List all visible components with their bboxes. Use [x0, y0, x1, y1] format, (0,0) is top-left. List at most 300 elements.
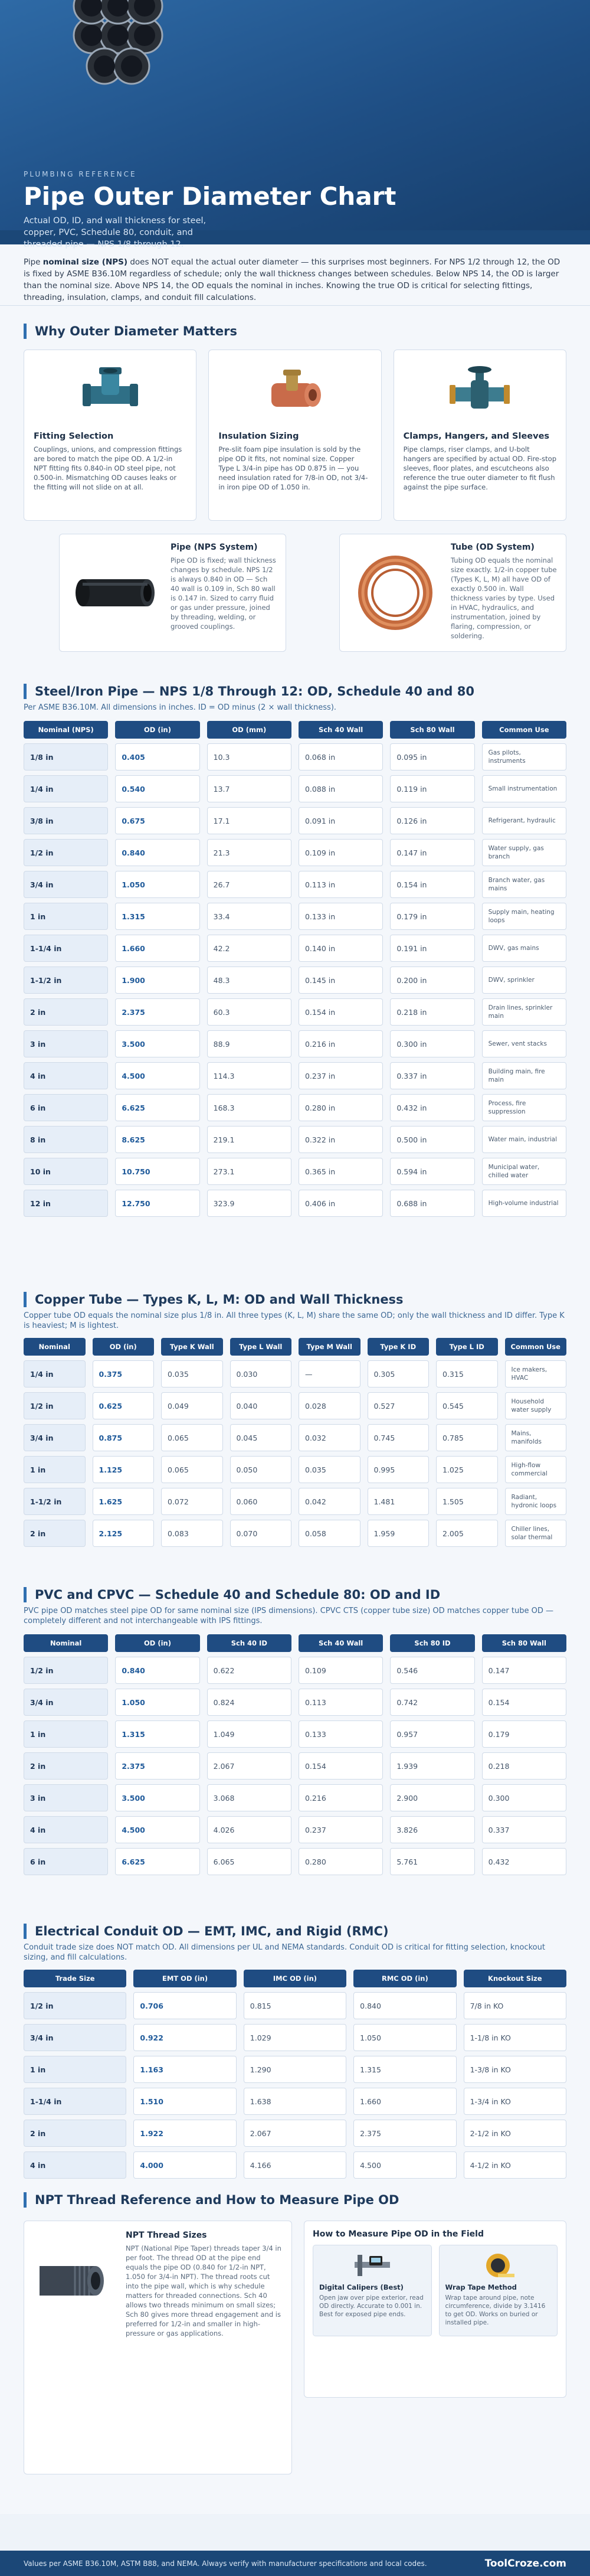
column-header: Sch 40 Wall: [299, 721, 383, 739]
npt-thread-text: NPT (National Pipe Taper) threads taper 3/4 in per foot. The thread OD at the pipe end equals the pipe OD (0.840 for 1/2-in NPT, 1.050 for 3/4-in NPT). The thread roots cut into the pipe wall, which is why schedule matters for threaded connections. Sch 40 allows two threads minimum on small sizes; Sch 80 gives more thread engagement and is preferred for 1/2-in and smaller in high-pressure or gas applications.: [126, 2244, 281, 2337]
table-cell: 2 in: [24, 1520, 86, 1547]
table-cell: 0.300 in: [390, 1030, 474, 1057]
table-row: [24, 1520, 566, 1547]
table-cell: 0.154 in: [299, 998, 383, 1026]
table-cell: Building main, fire main: [482, 1062, 566, 1089]
table-cell: Refrigerant, hydraulic: [482, 807, 566, 834]
table-cell: 0.218 in: [390, 998, 474, 1026]
table-cell: 60.3: [207, 998, 291, 1026]
table-cell: 0.922: [133, 2024, 236, 2051]
table-cell: 0.179 in: [390, 903, 474, 930]
conduit-section: [0, 1906, 590, 2180]
table-cell: 1/8 in: [24, 743, 108, 770]
measure-od-card: [304, 2221, 566, 2398]
table-cell: 0.675: [115, 807, 199, 834]
table-cell: 0.706: [133, 1992, 236, 2019]
table-cell: 0.375: [93, 1360, 155, 1387]
table-row: [24, 807, 566, 834]
table-cell: Sewer, vent stacks: [482, 1030, 566, 1057]
table-cell: 48.3: [207, 967, 291, 994]
table-cell: —: [299, 1360, 360, 1387]
table-cell: 0.540: [115, 775, 199, 802]
card-tube-od: Tube (OD System) Tubing OD equals the nominal size exactly. 1/2-in copper tube (Types K, L, M) all have OD of exactly 0.500 in. Wall thickness varies by type. Used in HVAC, hydraulics, and instrumentation, joined by flaring, compression, or soldering.: [339, 534, 566, 652]
table-cell: Water main, industrial: [482, 1126, 566, 1153]
table-cell: 0.154: [482, 1689, 566, 1716]
table-cell: 1.959: [368, 1520, 430, 1547]
table-cell: 1.125: [93, 1456, 155, 1483]
table-cell: 12.750: [115, 1190, 199, 1217]
table-cell: 42.2: [207, 935, 291, 962]
table-cell: 0.042: [299, 1488, 360, 1515]
table-cell: 4 in: [24, 1816, 108, 1843]
table-cell: 1-1/2 in: [24, 1488, 86, 1515]
table-cell: 0.840: [353, 1992, 456, 2019]
table-cell: 0.154: [299, 1752, 383, 1780]
table-cell: 0.218: [482, 1752, 566, 1780]
table-cell: 0.147: [482, 1657, 566, 1684]
table-row: [24, 1456, 566, 1483]
tool-digital-calipers: Digital Calipers (Best) Open jaw over pipe exterior, read OD directly. Accurate to 0.001 in. Best for exposed pipe ends.: [313, 2245, 432, 2336]
table-cell: 0.995: [368, 1456, 430, 1483]
table-cell: 4.166: [244, 2151, 346, 2179]
table-cell: 3.500: [115, 1784, 199, 1811]
footer-brand[interactable]: ToolCroze.com: [484, 2557, 566, 2570]
table-cell: 1.922: [133, 2120, 236, 2147]
table-cell: 0.113: [299, 1689, 383, 1716]
eyebrow-label: PLUMBING REFERENCE: [24, 170, 137, 178]
table-row: [24, 903, 566, 930]
table-row: [24, 775, 566, 802]
steel-pipe-section: [0, 672, 590, 1286]
table-cell: 5.761: [390, 1848, 474, 1875]
table-cell: Process, fire suppression: [482, 1094, 566, 1121]
table-cell: 1.660: [353, 2088, 456, 2115]
section-title-steel: Steel/Iron Pipe — NPS 1/8 Through 12: OD, Schedule 40 and 80: [24, 684, 566, 699]
table-cell: 0.035: [299, 1456, 360, 1483]
table-cell: 0.785: [436, 1424, 498, 1451]
table-cell: 2-1/2 in KO: [464, 2120, 566, 2147]
table-row: [24, 2120, 566, 2147]
copper-tube-table: [17, 1333, 573, 1552]
column-header: Nominal: [24, 1634, 108, 1652]
table-cell: 1.029: [244, 2024, 346, 2051]
table-cell: 0.065: [161, 1424, 223, 1451]
table-header-row: [24, 1338, 566, 1356]
table-cell: 0.058: [299, 1520, 360, 1547]
copper-tube-section: [0, 1286, 590, 1575]
measure-od-title: How to Measure Pipe OD in the Field: [313, 2229, 484, 2239]
table-row: [24, 998, 566, 1026]
table-cell: 0.028: [299, 1392, 360, 1419]
table-cell: 0.315: [436, 1360, 498, 1387]
table-row: [24, 2151, 566, 2179]
table-cell: 0.216 in: [299, 1030, 383, 1057]
table-cell: 1.315: [353, 2056, 456, 2083]
table-cell: 1.315: [115, 1720, 199, 1748]
table-cell: 0.625: [93, 1392, 155, 1419]
table-row: [24, 1030, 566, 1057]
table-row: [24, 1752, 566, 1780]
column-header: Type L Wall: [230, 1338, 292, 1356]
table-cell: 0.133 in: [299, 903, 383, 930]
card-pipe-nps: Pipe (NPS System) Pipe OD is fixed; wall thickness changes by schedule. NPS 1/2 is always 0.840 in OD — Sch 40 wall is 0.109 in, Sch 80 wall is 0.147 in. Sized to carry fluid or gas under pressure, joined by threading, welding, or grooved couplings.: [59, 534, 286, 652]
table-cell: DWV, gas mains: [482, 935, 566, 962]
table-cell: 6.625: [115, 1848, 199, 1875]
table-cell: 0.305: [368, 1360, 430, 1387]
table-cell: 3/4 in: [24, 1424, 86, 1451]
table-cell: 1 in: [24, 1456, 86, 1483]
table-cell: 1.049: [207, 1720, 291, 1748]
table-cell: 2.375: [115, 1752, 199, 1780]
table-row: [24, 1392, 566, 1419]
table-cell: Radiant, hydronic loops: [505, 1488, 567, 1515]
section-title-why: Why Outer Diameter Matters: [24, 324, 566, 339]
table-cell: 1.510: [133, 2088, 236, 2115]
table-cell: 3/8 in: [24, 807, 108, 834]
hero-banner: [0, 0, 590, 249]
table-cell: 21.3: [207, 839, 291, 866]
table-cell: 1.050: [353, 2024, 456, 2051]
table-cell: 0.337: [482, 1816, 566, 1843]
table-cell: 13.7: [207, 775, 291, 802]
table-cell: 0.091 in: [299, 807, 383, 834]
table-row: [24, 1720, 566, 1748]
table-cell: 2.067: [207, 1752, 291, 1780]
table-cell: 0.688 in: [390, 1190, 474, 1217]
npt-thread-title: NPT Thread Sizes: [126, 2231, 207, 2240]
table-row: [24, 1062, 566, 1089]
table-cell: 33.4: [207, 903, 291, 930]
table-cell: 2 in: [24, 2120, 126, 2147]
column-header: Sch 80 Wall: [390, 721, 474, 739]
table-cell: 1-3/4 in KO: [464, 2088, 566, 2115]
table-cell: 2.375: [353, 2120, 456, 2147]
table-cell: 1.900: [115, 967, 199, 994]
table-cell: 0.140 in: [299, 935, 383, 962]
tape-measure-icon: [445, 2251, 552, 2280]
section-title-conduit: Electrical Conduit OD — EMT, IMC, and Rigid (RMC): [24, 1924, 566, 1939]
footer-note: Values per ASME B36.10M, ASTM B88, and NEMA. Always verify with manufacturer specifications and local codes.: [24, 2559, 427, 2568]
table-cell: 0.280 in: [299, 1094, 383, 1121]
table-cell: 0.035: [161, 1360, 223, 1387]
table-cell: 2 in: [24, 1752, 108, 1780]
table-row: [24, 839, 566, 866]
table-cell: 219.1: [207, 1126, 291, 1153]
table-cell: 0.109 in: [299, 839, 383, 866]
table-cell: 1.050: [115, 871, 199, 898]
column-header: RMC OD (in): [353, 1970, 456, 1987]
table-cell: 1-1/4 in: [24, 2088, 126, 2115]
table-cell: 0.322 in: [299, 1126, 383, 1153]
table-cell: 1.660: [115, 935, 199, 962]
pvc-table: [17, 1630, 573, 1880]
column-header: Type M Wall: [299, 1338, 360, 1356]
section-subtitle-pvc: PVC pipe OD matches steel pipe OD for same nominal size (IPS dimensions). CPVC CTS (copper tube size) OD matches copper tube OD — completely different and not interchangeable with IPS fittings.: [24, 1607, 553, 1625]
table-cell: 12 in: [24, 1190, 108, 1217]
table-cell: 88.9: [207, 1030, 291, 1057]
table-cell: 26.7: [207, 871, 291, 898]
table-cell: 1.481: [368, 1488, 430, 1515]
table-row: [24, 1424, 566, 1451]
steel-pipe-table: [17, 716, 573, 1222]
table-cell: 17.1: [207, 807, 291, 834]
table-cell: 0.095 in: [390, 743, 474, 770]
table-cell: 6.625: [115, 1094, 199, 1121]
calipers-icon: [319, 2251, 425, 2280]
page-title: Pipe Outer Diameter Chart: [24, 182, 396, 211]
table-row: [24, 1784, 566, 1811]
column-header: Sch 40 Wall: [299, 1634, 383, 1652]
table-cell: 0.840: [115, 1657, 199, 1684]
table-cell: 2.005: [436, 1520, 498, 1547]
table-row: [24, 1848, 566, 1875]
table-cell: 4.500: [353, 2151, 456, 2179]
table-cell: 1.315: [115, 903, 199, 930]
section-title-pvc: PVC and CPVC — Schedule 40 and Schedule 80: OD and ID: [24, 1587, 566, 1602]
column-header: Nominal (NPS): [24, 721, 108, 739]
table-cell: 1/2 in: [24, 1992, 126, 2019]
table-cell: 3/4 in: [24, 2024, 126, 2051]
table-cell: 0.045: [230, 1424, 292, 1451]
table-cell: 0.049: [161, 1392, 223, 1419]
section-title-npt: NPT Thread Reference and How to Measure Pipe OD: [24, 2192, 566, 2208]
table-cell: 1-1/8 in KO: [464, 2024, 566, 2051]
table-cell: 0.280: [299, 1848, 383, 1875]
black-pipe-icon: [68, 543, 162, 643]
card-fitting-selection: Fitting Selection Couplings, unions, and compression fittings are bored to match the pipe OD. A 1/2-in NPT fitting fits 0.840-in OD steel pipe, not 0.500-in. Mismatching OD causes leaks or the fitting will not slide on at all.: [24, 350, 196, 521]
column-header: Sch 80 ID: [390, 1634, 474, 1652]
table-row: [24, 1488, 566, 1515]
table-cell: 2 in: [24, 998, 108, 1026]
table-cell: 4.500: [115, 1816, 199, 1843]
table-cell: 0.113 in: [299, 871, 383, 898]
table-cell: 0.594 in: [390, 1158, 474, 1185]
insulated-pipe-icon: [218, 360, 371, 425]
table-cell: 6 in: [24, 1848, 108, 1875]
table-cell: 2.067: [244, 2120, 346, 2147]
pipe-stack-illustration: [59, 0, 177, 100]
table-cell: Drain lines, sprinkler main: [482, 998, 566, 1026]
table-cell: Small instrumentation: [482, 775, 566, 802]
table-cell: 10 in: [24, 1158, 108, 1185]
copper-coil-icon: [348, 543, 442, 643]
table-cell: 6 in: [24, 1094, 108, 1121]
table-cell: 0.742: [390, 1689, 474, 1716]
column-header: OD (in): [115, 721, 199, 739]
column-header: Nominal: [24, 1338, 86, 1356]
table-cell: 114.3: [207, 1062, 291, 1089]
table-cell: 1.625: [93, 1488, 155, 1515]
table-cell: 4 in: [24, 2151, 126, 2179]
npt-thread-card: [24, 2221, 292, 2474]
table-cell: 3/4 in: [24, 871, 108, 898]
table-cell: 1/4 in: [24, 775, 108, 802]
table-row: [24, 935, 566, 962]
table-cell: Water supply, gas branch: [482, 839, 566, 866]
table-cell: 1/2 in: [24, 1657, 108, 1684]
table-cell: 0.500 in: [390, 1126, 474, 1153]
table-cell: 0.109: [299, 1657, 383, 1684]
column-header: Type K ID: [368, 1338, 430, 1356]
table-cell: 273.1: [207, 1158, 291, 1185]
conduit-table: [17, 1965, 573, 2183]
table-cell: 0.065: [161, 1456, 223, 1483]
valve-fitting-icon: [404, 360, 556, 425]
table-row: [24, 1689, 566, 1716]
table-cell: 0.179: [482, 1720, 566, 1748]
table-cell: 0.957: [390, 1720, 474, 1748]
table-cell: Supply main, heating loops: [482, 903, 566, 930]
table-cell: 10.750: [115, 1158, 199, 1185]
intro-highlight: nominal size (NPS): [42, 257, 128, 267]
table-cell: 0.088 in: [299, 775, 383, 802]
table-cell: Household water supply: [505, 1392, 567, 1419]
table-cell: 1.163: [133, 2056, 236, 2083]
table-cell: 0.365 in: [299, 1158, 383, 1185]
column-header: OD (in): [115, 1634, 199, 1652]
table-cell: 0.337 in: [390, 1062, 474, 1089]
table-cell: 0.119 in: [390, 775, 474, 802]
table-cell: 2.125: [93, 1520, 155, 1547]
table-cell: 3.068: [207, 1784, 291, 1811]
table-cell: 1/4 in: [24, 1360, 86, 1387]
table-cell: 0.546: [390, 1657, 474, 1684]
table-cell: 0.070: [230, 1520, 292, 1547]
table-cell: 2.375: [115, 998, 199, 1026]
table-cell: 0.840: [115, 839, 199, 866]
table-cell: Ice makers, HVAC: [505, 1360, 567, 1387]
table-cell: 0.815: [244, 1992, 346, 2019]
table-cell: 3 in: [24, 1030, 108, 1057]
table-row: [24, 871, 566, 898]
column-header: Knockout Size: [464, 1970, 566, 1987]
table-row: [24, 1126, 566, 1153]
table-row: [24, 2088, 566, 2115]
table-cell: 0.040: [230, 1392, 292, 1419]
table-cell: 0.432 in: [390, 1094, 474, 1121]
table-header-row: [24, 1634, 566, 1652]
table-row: [24, 1657, 566, 1684]
table-cell: 4-1/2 in KO: [464, 2151, 566, 2179]
table-row: [24, 743, 566, 770]
column-header: Sch 40 ID: [207, 1634, 291, 1652]
table-cell: 3.500: [115, 1030, 199, 1057]
table-cell: 0.145 in: [299, 967, 383, 994]
table-cell: 0.432: [482, 1848, 566, 1875]
table-cell: High-volume industrial: [482, 1190, 566, 1217]
table-header-row: [24, 721, 566, 739]
table-cell: 0.745: [368, 1424, 430, 1451]
table-cell: 1.025: [436, 1456, 498, 1483]
table-row: [24, 1190, 566, 1217]
column-header: Trade Size: [24, 1970, 126, 1987]
table-cell: 6.065: [207, 1848, 291, 1875]
table-cell: 1 in: [24, 903, 108, 930]
table-row: [24, 1094, 566, 1121]
card-insulation-sizing: Insulation Sizing Pre-slit foam pipe insulation is sold by the pipe OD it fits, not nominal size. Copper Type L 3/4-in pipe has OD 0.875 in — you need insulation rated for 7/8-in OD, not 3/4-in iron pipe OD of 1.050 in.: [208, 350, 381, 521]
table-cell: 10.3: [207, 743, 291, 770]
table-cell: DWV, sprinkler: [482, 967, 566, 994]
column-header: IMC OD (in): [244, 1970, 346, 1987]
table-row: [24, 1360, 566, 1387]
table-cell: 0.032: [299, 1424, 360, 1451]
table-cell: 7/8 in KO: [464, 1992, 566, 2019]
why-od-section: [0, 306, 590, 672]
table-cell: 1-1/4 in: [24, 935, 108, 962]
table-cell: 0.545: [436, 1392, 498, 1419]
column-header: Type K Wall: [161, 1338, 223, 1356]
table-cell: Municipal water, chilled water: [482, 1158, 566, 1185]
table-cell: 2.900: [390, 1784, 474, 1811]
table-cell: 8 in: [24, 1126, 108, 1153]
table-cell: 168.3: [207, 1094, 291, 1121]
table-row: [24, 1992, 566, 2019]
table-cell: 0.083: [161, 1520, 223, 1547]
pipe-tee-fitting-icon: [34, 360, 186, 425]
table-cell: 1.939: [390, 1752, 474, 1780]
table-cell: 4 in: [24, 1062, 108, 1089]
table-cell: 0.154 in: [390, 871, 474, 898]
table-cell: 3 in: [24, 1784, 108, 1811]
threaded-pipe-icon: [34, 2231, 116, 2464]
tool-wrap-tape: Wrap Tape Method Wrap tape around pipe, note circumference, divide by 3.1416 to get OD. Works on buried or installed pipe.: [439, 2245, 558, 2336]
table-cell: 0.406 in: [299, 1190, 383, 1217]
section-subtitle-steel: Per ASME B36.10M. All dimensions in inches. ID = OD minus (2 × wall thickness).: [24, 703, 337, 712]
card-clamps-hangers: Clamps, Hangers, and Sleeves Pipe clamps, riser clamps, and U-bolt hangers are specified by actual OD. Fire-stop sleeves, floor plates, and escutcheons also reference the true outer diameter to fit flush against the pipe surface.: [394, 350, 566, 521]
table-cell: 0.527: [368, 1392, 430, 1419]
table-cell: 1/2 in: [24, 839, 108, 866]
column-header: Common Use: [505, 1338, 567, 1356]
column-header: Type L ID: [436, 1338, 498, 1356]
table-cell: 0.133: [299, 1720, 383, 1748]
table-cell: 1-1/2 in: [24, 967, 108, 994]
table-row: [24, 2056, 566, 2083]
table-cell: 0.147 in: [390, 839, 474, 866]
table-cell: 0.237: [299, 1816, 383, 1843]
table-cell: 0.126 in: [390, 807, 474, 834]
table-cell: 323.9: [207, 1190, 291, 1217]
table-cell: 4.026: [207, 1816, 291, 1843]
table-cell: 1.505: [436, 1488, 498, 1515]
table-row: [24, 1158, 566, 1185]
table-cell: 0.237 in: [299, 1062, 383, 1089]
page-subtitle: Actual OD, ID, and wall thickness for steel, copper, PVC, Schedule 80, conduit, and threaded pipe — NPS 1/8 through 12.: [24, 216, 206, 249]
table-cell: 1-3/8 in KO: [464, 2056, 566, 2083]
table-cell: 3.826: [390, 1816, 474, 1843]
table-cell: 8.625: [115, 1126, 199, 1153]
table-cell: 0.068 in: [299, 743, 383, 770]
page-footer: [0, 2551, 590, 2576]
column-header: OD (in): [93, 1338, 155, 1356]
table-cell: 1 in: [24, 1720, 108, 1748]
table-cell: Chiller lines, solar thermal: [505, 1520, 567, 1547]
table-cell: 0.875: [93, 1424, 155, 1451]
table-cell: 1.050: [115, 1689, 199, 1716]
column-header: Sch 80 Wall: [482, 1634, 566, 1652]
table-cell: 0.030: [230, 1360, 292, 1387]
table-cell: 1.638: [244, 2088, 346, 2115]
table-cell: High-flow commercial: [505, 1456, 567, 1483]
table-cell: 0.191 in: [390, 935, 474, 962]
table-cell: 0.200 in: [390, 967, 474, 994]
table-cell: 4.000: [133, 2151, 236, 2179]
table-cell: 0.072: [161, 1488, 223, 1515]
table-cell: 1/2 in: [24, 1392, 86, 1419]
column-header: Common Use: [482, 721, 566, 739]
table-row: [24, 1816, 566, 1843]
table-cell: Mains, manifolds: [505, 1424, 567, 1451]
table-cell: 0.622: [207, 1657, 291, 1684]
